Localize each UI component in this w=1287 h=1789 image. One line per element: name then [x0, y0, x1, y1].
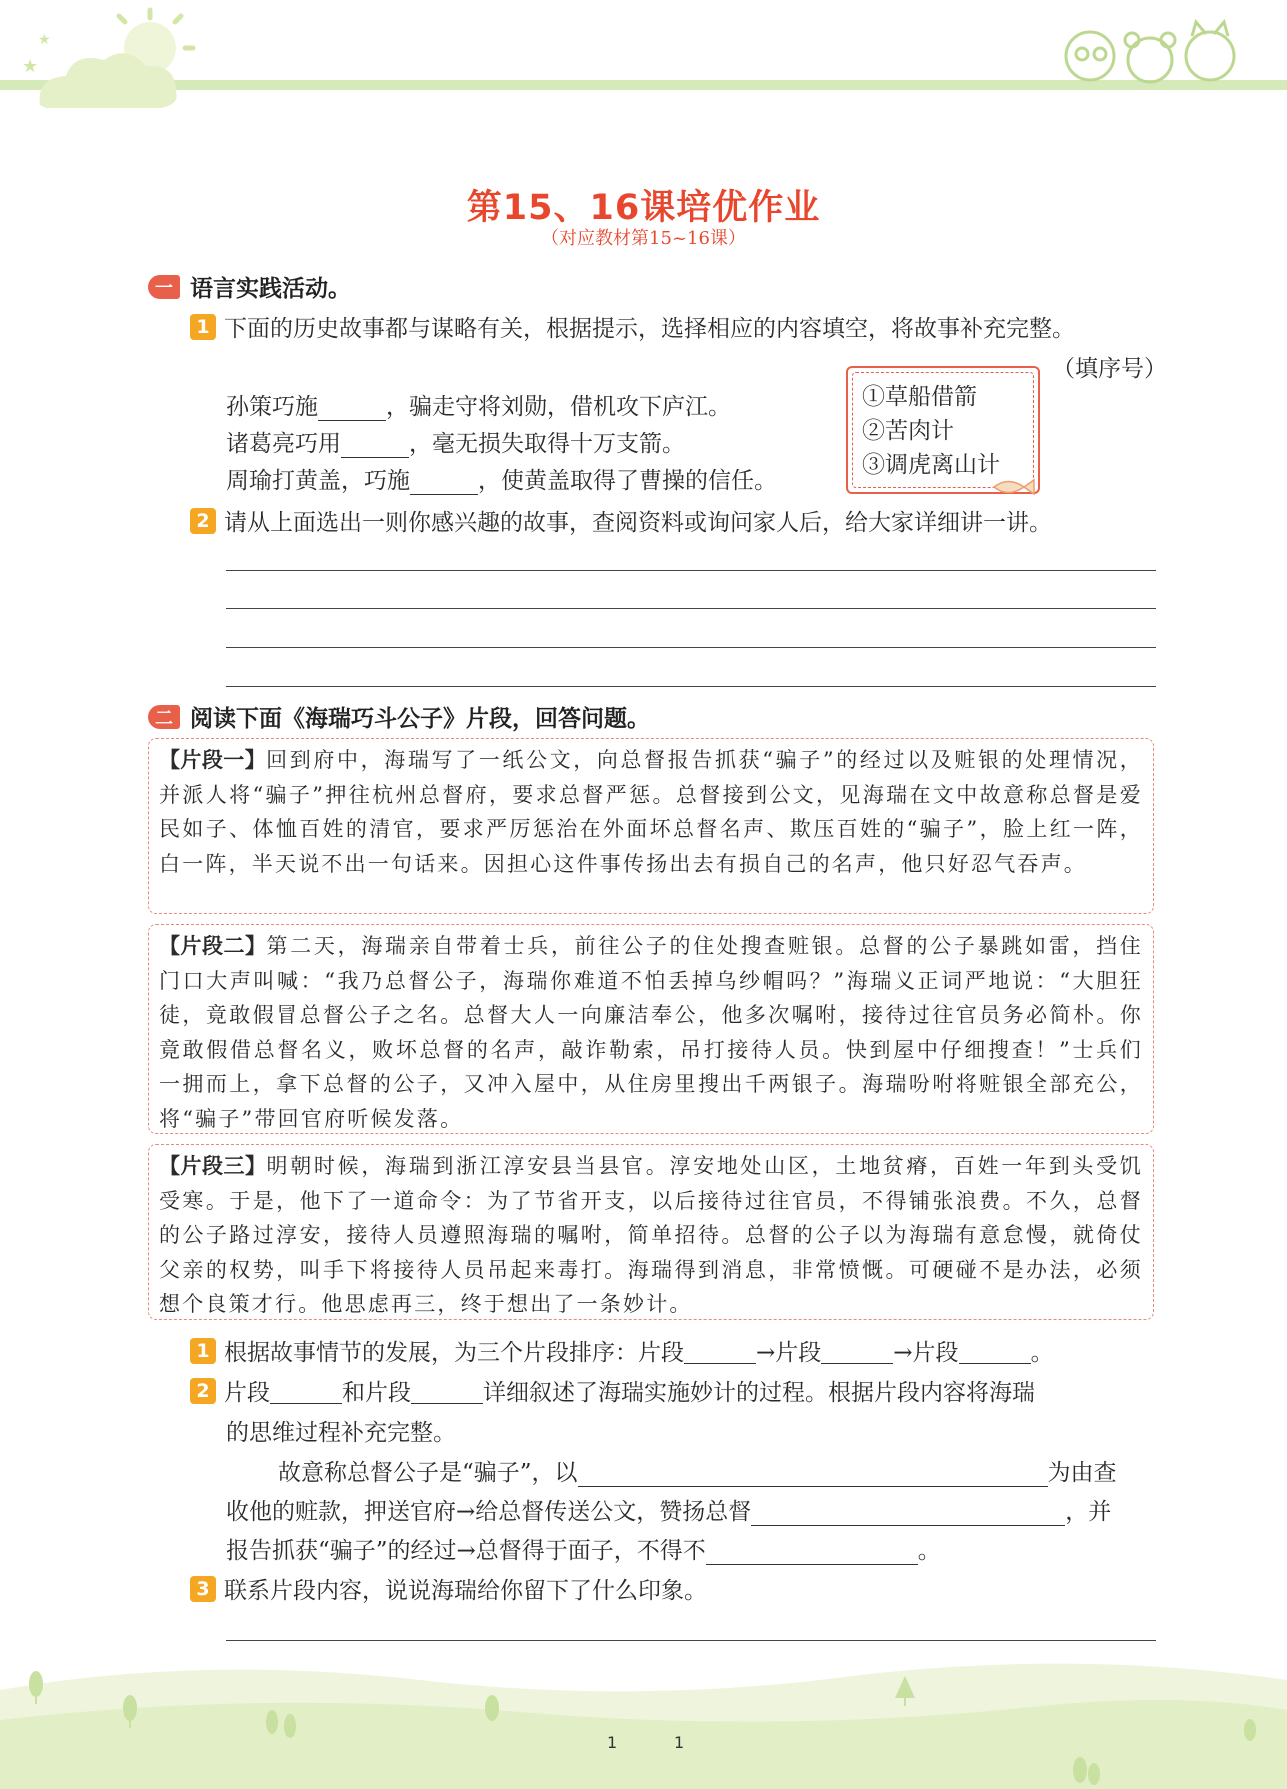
option-3: ③调虎离山计	[862, 452, 1000, 478]
thinking-line-2: 收他的赃款，押送官府→给总督传送公文，赞扬总督 ，并	[226, 1499, 1112, 1525]
options-box	[846, 366, 1040, 494]
thinking-line-1: 故意称总督公子是“骗子”，以 为由查	[278, 1460, 1117, 1486]
question-2-2: 2 片段 和片段 详细叙述了海瑞实施妙计的过程。根据片段内容将海瑞	[190, 1374, 1160, 1407]
question-2-3	[190, 1572, 1160, 1605]
page-number-right: 1	[674, 1733, 685, 1752]
fish-icon	[990, 476, 1038, 498]
story-line-3: 周瑜打黄盖，巧施 ，使黄盖取得了曹操的信任。	[226, 468, 777, 494]
answer-line[interactable]	[226, 1640, 1156, 1641]
section-title: 阅读下面《海瑞巧斗公子》片段，回答问题。	[190, 706, 650, 732]
option-1: ①草船借箭	[862, 384, 977, 410]
page-subtitle: （对应教材第15~16课）	[541, 228, 746, 249]
question-text: 请从上面选出一则你感兴趣的故事，查阅资料或询问家人后，给大家详细讲一讲。	[224, 510, 1052, 536]
answer-blank[interactable]	[821, 1337, 893, 1364]
passage-2	[148, 924, 1154, 1134]
passage-text: 回到府中，海瑞写了一纸公文，向总督报告抓获“骗子”的经过以及赃银的处理情况，并派人将“骗子”押往杭州总督府，要求总督严惩。总督接到公文，见海瑞在文中故意称总督是爱民如子、体恤百姓的清官，要求严厉惩治在外面坏总督名声、欺压百姓的“骗子”，脸上红一阵，白一阵，半天说不出一句话来。因担心这件事传扬出去有损自己的名声，他只好忍气吞声。	[159, 748, 1143, 876]
answer-blank[interactable]	[270, 1377, 342, 1404]
option-2: ②苦肉计	[862, 418, 954, 444]
story-line-2: 诸葛亮巧用 ，毫无损失取得十万支箭。	[226, 431, 685, 457]
section-badge: 一	[148, 275, 180, 299]
answer-blank[interactable]	[959, 1337, 1031, 1364]
passage-3	[148, 1144, 1154, 1320]
landscape-decoration	[0, 1650, 1287, 1789]
answer-blank[interactable]	[706, 1538, 918, 1565]
svg-text:★: ★	[38, 32, 51, 48]
answer-blank[interactable]	[578, 1460, 1048, 1487]
question-number: 2	[190, 1378, 216, 1404]
passage-text: 明朝时候，海瑞到浙江淳安县当县官。淳安地处山区，土地贫瘠，百姓一年到头受饥受寒。于是，他下了一道命令：为了节省开支，以后接待过往官员，不得铺张浪费。不久，总督的公子路过淳安，接待人员遵照海瑞的嘱咐，简单招待。总督的公子以为海瑞有意怠慢，就倚仗父亲的权势，叫手下将接待人员吊起来毒打。海瑞得到消息，非常愤慨。可硬碰不是办法，必须想个良策才行。他思虑再三，终于想出了一条妙计。	[159, 1154, 1143, 1316]
svg-text:★: ★	[22, 56, 39, 77]
cloud-sun-decoration	[0, 0, 240, 110]
question-number: 3	[190, 1576, 216, 1602]
passage-label: 【片段三】	[159, 1154, 267, 1178]
answer-blank[interactable]	[751, 1499, 1065, 1526]
question-1-2	[190, 504, 1160, 537]
question-text: 下面的历史故事都与谋略有关，根据提示，选择相应的内容填空，将故事补充完整。	[224, 316, 1075, 342]
answer-line[interactable]	[226, 686, 1156, 687]
thinking-line-3: 报告抓获“骗子”的经过→总督得于面子，不得不 。	[226, 1538, 941, 1564]
answer-blank[interactable]	[341, 431, 409, 458]
answer-line[interactable]	[226, 647, 1156, 648]
passage-label: 【片段一】	[159, 748, 267, 772]
section-heading-2	[148, 700, 650, 733]
question-number: 1	[190, 1338, 216, 1364]
passage-1	[148, 738, 1154, 914]
fill-note: （填序号）	[1052, 356, 1167, 382]
section-heading-1	[148, 270, 351, 303]
question-text: 联系片段内容，说说海瑞给你留下了什么印象。	[224, 1578, 707, 1604]
passage-text: 第二天，海瑞亲自带着士兵，前往公子的住处搜查赃银。总督的公子暴跳如雷，挡住门口大声叫喊：“我乃总督公子，海瑞你难道不怕丢掉乌纱帽吗？”海瑞义正词严地说：“大胆狂徒，竟敢假冒总督公子之名。总督大人一向廉洁奉公，他多次嘱咐，接待过往官员务必简朴。你竟敢假借总督名义，败坏总督的名声，敲诈勒索，吊打接待人员。快到屋中仔细搜查！”士兵们一拥而上，拿下总督的公子，又冲入屋中，从住房里搜出千两银子。海瑞吩咐将赃银全部充公，将“骗子”带回官府听候发落。	[159, 934, 1143, 1131]
page-title: 第15、16课培优作业	[466, 188, 821, 228]
answer-blank[interactable]	[684, 1337, 756, 1364]
section-badge: 二	[148, 705, 180, 729]
page-number-left: 1	[607, 1733, 618, 1752]
question-2-2-line-2: 的思维过程补充完整。	[226, 1420, 456, 1446]
answer-blank[interactable]	[411, 1377, 483, 1404]
answer-line[interactable]	[226, 608, 1156, 609]
question-1-1	[190, 310, 1160, 343]
passage-label: 【片段二】	[159, 934, 267, 958]
question-number: 1	[190, 314, 216, 340]
question-number: 2	[190, 508, 216, 534]
animal-faces-decoration	[1050, 10, 1250, 90]
story-line-1: 孙策巧施 ，骗走守将刘勋，借机攻下庐江。	[226, 394, 731, 420]
answer-blank[interactable]	[318, 394, 386, 421]
section-title: 语言实践活动。	[190, 276, 351, 302]
answer-line[interactable]	[226, 570, 1156, 571]
question-2-1: 1 根据故事情节的发展，为三个片段排序：片段 →片段 →片段 。	[190, 1334, 1160, 1367]
answer-blank[interactable]	[410, 468, 478, 495]
